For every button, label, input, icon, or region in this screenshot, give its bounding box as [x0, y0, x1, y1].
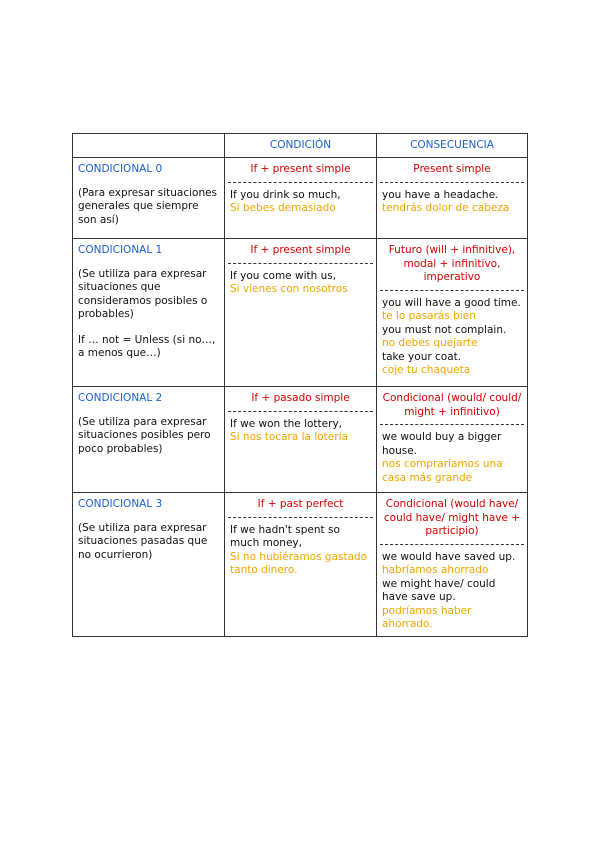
- conditional-type-cell: [73, 158, 225, 239]
- consequence-example-es: no debes quejarte: [382, 337, 478, 349]
- conditionals-table: [72, 133, 528, 637]
- conditional-type-cell: [73, 239, 225, 387]
- table-row: [73, 158, 528, 239]
- table-row: [73, 493, 528, 637]
- consequence-example-en: you will have a good time.: [382, 296, 521, 309]
- condition-example-es: Si bebes demasiado: [230, 202, 336, 214]
- table-row: [73, 239, 528, 387]
- conditional-name: CONDICIONAL 2: [78, 392, 163, 404]
- condition-example-en: If you come with us,: [230, 269, 337, 282]
- consequence-cell: [377, 387, 528, 493]
- header-empty-cell: [73, 134, 225, 158]
- consequence-example-es: tendrás dolor de cabeza: [382, 202, 510, 214]
- conditional-note: (Para expresar situaciones generales que siempre son así): [78, 186, 218, 226]
- condition-example-es: Si no hubiéramos gastado tanto dinero.: [230, 550, 368, 576]
- conditional-note: (Se utiliza para expresar situaciones que consideramos posibles o probables): [78, 267, 208, 320]
- consequence-example-en: you have a headache.: [382, 188, 499, 201]
- consequence-rule: Present simple: [380, 163, 524, 183]
- conditional-type-cell: [73, 493, 225, 637]
- consequence-example-en: we would buy a bigger house.: [382, 431, 502, 457]
- consequence-example-en: we would have saved up.: [382, 550, 516, 563]
- condition-example-es: Si vienes con nosotros: [230, 283, 348, 295]
- condition-example-en: If we won the lottery,: [230, 417, 342, 430]
- condition-example-en: If we hadn't spent so much money,: [230, 523, 340, 549]
- condition-cell: [225, 239, 377, 387]
- consequence-example-en: we might have/ could have save up.: [382, 577, 496, 603]
- conditional-note: (Se utiliza para expresar situaciones pasadas que no ocurrieron): [78, 521, 208, 561]
- consequence-example-en: take your coat.: [382, 350, 462, 363]
- consequence-example-en: you must not complain.: [382, 323, 507, 336]
- condition-cell: [225, 158, 377, 239]
- consequence-example-es: habríamos ahorrado: [382, 564, 489, 576]
- condition-cell: [225, 493, 377, 637]
- consequence-cell: [377, 158, 528, 239]
- conditional-name: CONDICIONAL 0: [78, 163, 163, 175]
- condition-example-en: If you drink so much,: [230, 188, 341, 201]
- condition-rule: If + past perfect: [228, 498, 373, 518]
- condition-rule: If + present simple: [228, 244, 373, 264]
- conditional-name: CONDICIONAL 3: [78, 498, 163, 510]
- consequence-rule: Condicional (would have/ could have/ might have + participio): [380, 498, 524, 545]
- consequence-cell: [377, 239, 528, 387]
- consequence-example-es: coje tu chaqueta: [382, 364, 471, 376]
- conditional-note: If … not = Unless (si no…, a menos que…): [78, 333, 216, 359]
- conditional-name: CONDICIONAL 1: [78, 244, 163, 256]
- table-row: [73, 387, 528, 493]
- consequence-example-es: nos compraríamos una casa más grande: [382, 458, 503, 484]
- consequence-rule: Futuro (will + infinitive), modal + infinitivo, imperativo: [380, 244, 524, 291]
- consequence-rule: Condicional (would/ could/ might + infinitivo): [380, 392, 524, 425]
- header-condition: CONDICIÓN: [225, 134, 377, 158]
- condition-cell: [225, 387, 377, 493]
- condition-rule: If + pasado simple: [228, 392, 373, 412]
- condition-rule: If + present simple: [228, 163, 373, 183]
- consequence-example-es: podríamos haber ahorrado.: [382, 604, 472, 630]
- header-consequence: CONSECUENCIA: [377, 134, 528, 158]
- conditional-note: (Se utiliza para expresar situaciones posibles pero poco probables): [78, 415, 211, 455]
- header-row: [73, 134, 528, 158]
- condition-example-es: Si nos tocara la lotería: [230, 431, 348, 443]
- consequence-cell: [377, 493, 528, 637]
- consequence-example-es: te lo pasarás bien: [382, 310, 476, 322]
- conditional-type-cell: [73, 387, 225, 493]
